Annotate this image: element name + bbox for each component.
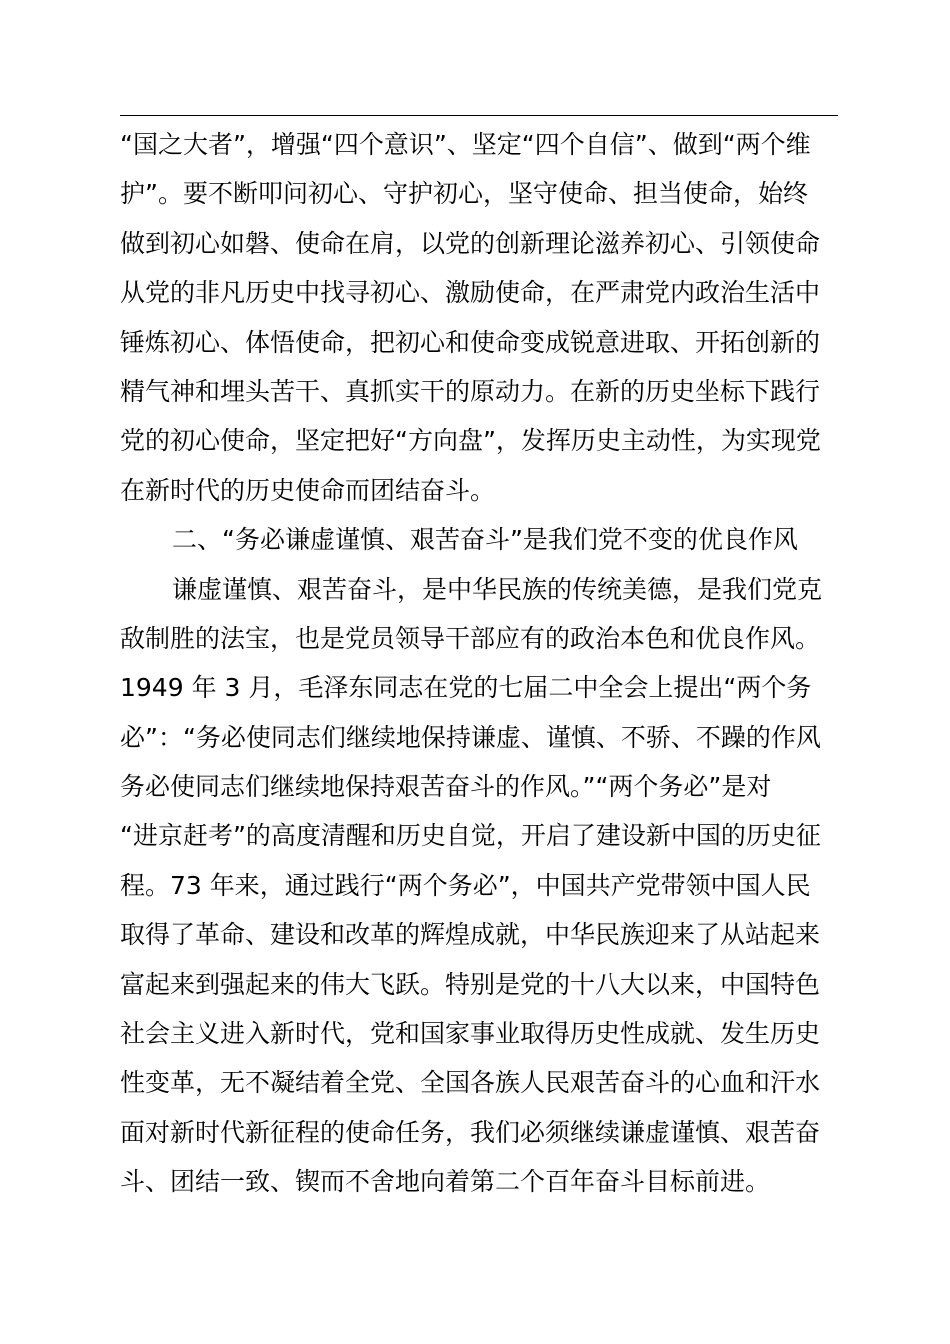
text-line-12: 1949 年 3 月，毛泽东同志在党的七届二中全会上提出“两个务 bbox=[120, 673, 812, 703]
text-line-20: 性变革，无不凝结着全党、全国各族人民艰苦奋斗的心血和汗水 bbox=[120, 1068, 821, 1098]
text-line-3: 做到初心如磐、使命在肩，以党的创新理论滋养初心、引领使命 bbox=[120, 228, 821, 258]
text-line-15: “进京赶考”的高度清醒和历史自觉，开启了建设新中国的历史征 bbox=[120, 821, 821, 851]
text-line-7: 党的初心使命，坚定把好“方向盘”，发挥历史主动性，为实现党 bbox=[120, 426, 821, 456]
text-line-6: 精气神和埋头苦干、真抓实干的原动力。在新的历史坐标下践行 bbox=[120, 376, 821, 406]
section-heading: 二、“务必谦虚谨慎、艰苦奋斗”是我们党不变的优良作风 bbox=[172, 525, 798, 555]
document-body bbox=[120, 120, 840, 1207]
text-line-14: 务必使同志们继续地保持艰苦奋斗的作风。”“两个务必”是对 bbox=[120, 772, 772, 802]
text-line-8: 在新时代的历史使命而团结奋斗。 bbox=[120, 475, 496, 505]
text-line-16: 程。73 年来，通过践行“两个务必”，中国共产党带领中国人民 bbox=[120, 870, 811, 900]
text-line-5: 锤炼初心、体悟使命，把初心和使命变成锐意进取、开拓创新的 bbox=[120, 327, 821, 357]
text-line-4: 从党的非凡历史中找寻初心、激励使命，在严肃党内政治生活中 bbox=[120, 278, 821, 308]
text-line-2: 护”。要不断叩问初心、守护初心，坚守使命、担当使命，始终 bbox=[120, 179, 808, 209]
text-line-22: 斗、团结一致、锲而不舍地向着第二个百年奋斗目标前进。 bbox=[120, 1167, 771, 1197]
text-line-21: 面对新时代新征程的使命任务，我们必须继续谦虚谨慎、艰苦奋 bbox=[120, 1117, 821, 1147]
text-line-1: “国之大者”，增强“四个意识”、坚定“四个自信”、做到“两个维 bbox=[120, 130, 811, 159]
paragraph-start-line: 谦虚谨慎、艰苦奋斗，是中华民族的传统美德，是我们党克 bbox=[172, 574, 823, 604]
text-line-18: 富起来到强起来的伟大飞跃。特别是党的十八大以来，中国特色 bbox=[120, 969, 821, 999]
header-rule bbox=[120, 115, 838, 116]
text-line-19: 社会主义进入新时代，党和国家事业取得历史性成就、发生历史 bbox=[120, 1019, 821, 1049]
text-line-13: 必”：“务必使同志们继续地保持谦虚、谨慎、不骄、不躁的作风 bbox=[120, 722, 821, 752]
text-line-11: 敌制胜的法宝，也是党员领导干部应有的政治本色和优良作风。 bbox=[120, 623, 821, 653]
text-line-17: 取得了革命、建设和改革的辉煌成就，中华民族迎来了从站起来 bbox=[120, 920, 821, 950]
